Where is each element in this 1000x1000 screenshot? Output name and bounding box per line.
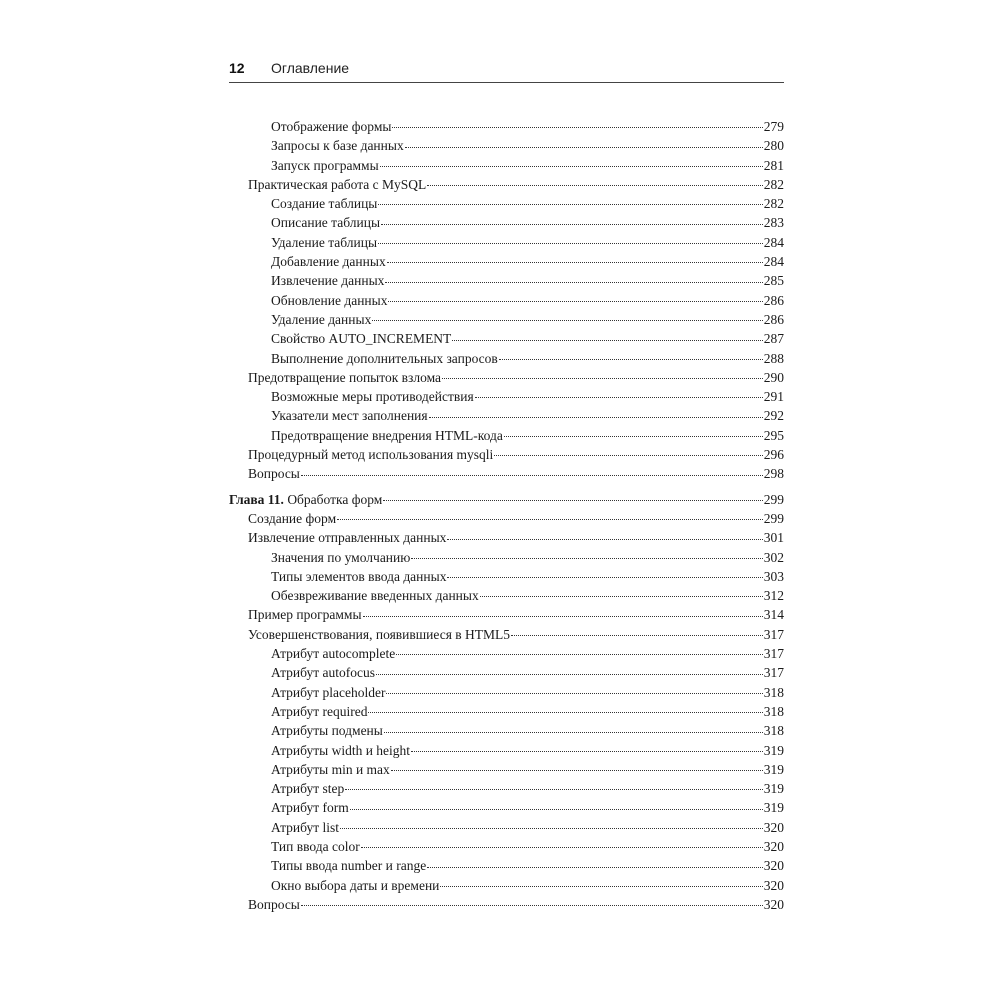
toc-entry [229, 760, 784, 779]
toc-entry-title-text: Атрибуты min и max [271, 761, 390, 777]
toc-entry [229, 605, 784, 624]
toc-entry-title-text: Запросы к базе данных [271, 138, 404, 154]
toc-entry-title-text: Усовершенствования, появившиеся в HTML5 [248, 626, 511, 642]
toc-page-number: 282 [763, 196, 784, 212]
toc-page-number: 295 [763, 427, 784, 443]
toc-entry [229, 779, 784, 798]
toc-entry [229, 194, 784, 213]
toc-entry-title-text: Удаление таблицы [271, 234, 378, 250]
toc-page-number: 282 [763, 176, 784, 192]
toc-entry-title-text: Типы ввода number и range [271, 858, 427, 874]
page-number: 12 [229, 60, 245, 76]
toc-entry-title-text: Атрибут step [271, 781, 345, 797]
toc-entry-title [248, 445, 493, 464]
dot-leader [301, 905, 763, 906]
toc-entry [229, 387, 784, 406]
toc-entry-title-text: Предотвращение попыток взлома [248, 369, 442, 385]
toc-page-number: 284 [763, 254, 784, 270]
dot-leader [378, 243, 763, 244]
page-header [229, 58, 784, 83]
toc-entry [229, 856, 784, 875]
toc-entry-title-text: Значения по умолчанию [271, 549, 411, 565]
toc-entry-title [271, 548, 410, 567]
toc-entry [229, 213, 784, 232]
toc-entry-title [271, 702, 367, 721]
toc-entry [229, 567, 784, 586]
toc-entry-title [271, 760, 390, 779]
dot-leader [447, 539, 762, 540]
toc-section [229, 490, 784, 915]
toc-entry [229, 741, 784, 760]
toc-entry [229, 586, 784, 605]
toc-entry-title-text: Атрибуты подмены [271, 723, 383, 739]
toc-entry [229, 426, 784, 445]
toc-entry-title [271, 586, 479, 605]
toc-entry-title [271, 117, 391, 136]
toc-page-number: 320 [763, 819, 784, 835]
toc-entry [229, 156, 784, 175]
toc-entry-title-text: Атрибут autofocus [271, 665, 375, 681]
toc-entry-title [271, 271, 384, 290]
toc-entry-title-text: Удаление данных [271, 311, 372, 327]
dot-leader [499, 359, 763, 360]
toc-entry-title [271, 876, 439, 895]
toc-page-number: 320 [763, 877, 784, 893]
toc-entry-title-text: Создание таблицы [271, 196, 378, 212]
toc-entry [229, 406, 784, 425]
toc-entry [229, 528, 784, 547]
toc-entry-title [248, 605, 362, 624]
toc-page-number: 319 [763, 761, 784, 777]
dot-leader [381, 224, 763, 225]
toc-page-number: 301 [763, 530, 784, 546]
toc-page-number: 320 [763, 858, 784, 874]
toc-entry-title [271, 213, 380, 232]
toc-entry [229, 271, 784, 290]
toc-entry-title [271, 252, 386, 271]
toc-entry-title-text: Свойство AUTO_INCREMENT [271, 331, 452, 347]
toc-entry-title [229, 490, 382, 509]
toc-entry-title-text: Атрибут list [271, 819, 340, 835]
toc-entry [229, 310, 784, 329]
dot-leader [392, 127, 762, 128]
dot-leader [427, 867, 763, 868]
dot-leader [345, 789, 763, 790]
toc-entry-title [271, 683, 385, 702]
toc-entry-title [271, 194, 377, 213]
table-of-contents [229, 117, 784, 914]
header-title: Оглавление [271, 60, 350, 76]
toc-entry [229, 349, 784, 368]
toc-page-number: 284 [763, 234, 784, 250]
toc-entry-title [248, 509, 336, 528]
dot-leader [384, 732, 763, 733]
toc-entry-title [271, 406, 428, 425]
toc-entry [229, 683, 784, 702]
toc-entry [229, 464, 784, 483]
toc-page-number: 287 [763, 331, 784, 347]
dot-leader [452, 340, 762, 341]
toc-page-number: 290 [763, 369, 784, 385]
toc-page-number: 319 [763, 800, 784, 816]
dot-leader [376, 674, 763, 675]
toc-entry [229, 798, 784, 817]
toc-page-number: 317 [763, 665, 784, 681]
toc-page-number: 291 [763, 389, 784, 405]
toc-entry-title-text: Указатели мест заполнения [271, 408, 428, 424]
dot-leader [386, 693, 762, 694]
toc-entry-title-text: Обработка форм [287, 491, 383, 507]
toc-entry [229, 702, 784, 721]
dot-leader [494, 455, 762, 456]
toc-entry [229, 252, 784, 271]
toc-entry [229, 509, 784, 528]
dot-leader [440, 886, 762, 887]
toc-entry-title [271, 233, 377, 252]
dot-leader [380, 166, 763, 167]
toc-entry-title-text: Выполнение дополнительных запросов [271, 350, 498, 366]
toc-entry [229, 291, 784, 310]
toc-entry-title [271, 663, 375, 682]
toc-entry [229, 445, 784, 464]
toc-entry [229, 876, 784, 895]
dot-leader [363, 616, 763, 617]
toc-page-number: 314 [763, 607, 784, 623]
toc-entry [229, 721, 784, 740]
toc-entry-title-text: Извлечение отправленных данных [248, 530, 447, 546]
toc-page-number: 312 [763, 588, 784, 604]
toc-entry [229, 329, 784, 348]
toc-entry-title-text: Извлечение данных [271, 273, 385, 289]
toc-entry-title-text: Процедурный метод использования mysqli [248, 447, 494, 463]
toc-entry-title [271, 837, 360, 856]
toc-entry-title-text: Практическая работа с MySQL [248, 176, 427, 192]
toc-entry-title [248, 175, 426, 194]
toc-entry-title [271, 156, 379, 175]
dot-leader [442, 378, 763, 379]
toc-entry-title [271, 136, 404, 155]
toc-page-number: 302 [763, 549, 784, 565]
toc-entry-title [271, 349, 498, 368]
toc-entry [229, 136, 784, 155]
dot-leader [301, 475, 763, 476]
dot-leader [361, 847, 763, 848]
dot-leader [447, 577, 762, 578]
toc-page-number: 298 [763, 466, 784, 482]
dot-leader [411, 558, 762, 559]
dot-leader [480, 596, 763, 597]
toc-entry-title-text: Типы элементов ввода данных [271, 568, 447, 584]
toc-entry-title [248, 895, 300, 914]
toc-section [229, 117, 784, 484]
toc-entry [229, 644, 784, 663]
toc-page-number: 318 [763, 684, 784, 700]
toc-entry-title-text: Пример программы [248, 607, 362, 623]
toc-entry-title [271, 387, 474, 406]
toc-entry-title [271, 310, 371, 329]
toc-page-number: 299 [763, 491, 784, 507]
toc-page-number: 320 [763, 838, 784, 854]
toc-entry [229, 117, 784, 136]
toc-entry-title [271, 329, 451, 348]
dot-leader [429, 417, 763, 418]
dot-leader [511, 635, 763, 636]
toc-entry-title-text: Вопросы [248, 896, 300, 912]
dot-leader [396, 654, 763, 655]
toc-entry-title [271, 798, 349, 817]
toc-entry [229, 837, 784, 856]
toc-entry-title-text: Атрибуты width и height [271, 742, 411, 758]
toc-entry-title [271, 426, 503, 445]
toc-entry-title [271, 567, 446, 586]
toc-entry-title [271, 721, 383, 740]
toc-page-number: 283 [763, 215, 784, 231]
dot-leader [411, 751, 763, 752]
toc-page-number: 317 [763, 646, 784, 662]
toc-entry-title [248, 625, 510, 644]
toc-entry [229, 818, 784, 837]
dot-leader [405, 147, 763, 148]
toc-page-number: 280 [763, 138, 784, 154]
toc-page-number: 292 [763, 408, 784, 424]
toc-page-number: 318 [763, 723, 784, 739]
toc-entry-title-text: Обезвреживание введенных данных [271, 588, 479, 604]
toc-entry-title-text: Возможные меры противодействия [271, 389, 474, 405]
toc-entry-title [271, 291, 387, 310]
toc-entry [229, 175, 784, 194]
toc-page-number: 286 [763, 311, 784, 327]
toc-entry-title [271, 856, 426, 875]
dot-leader [372, 320, 762, 321]
toc-entry-title [248, 368, 441, 387]
toc-entry-title-text: Окно выбора даты и времени [271, 877, 440, 893]
toc-entry [229, 895, 784, 914]
toc-entry-title-text: Запуск программы [271, 157, 379, 173]
chapter-prefix: Глава 11. [229, 491, 284, 507]
toc-page-number: 288 [763, 350, 784, 366]
toc-page-number: 303 [763, 568, 784, 584]
toc-entry-title [271, 818, 339, 837]
dot-leader [383, 500, 762, 501]
toc-entry-title-text: Вопросы [248, 466, 300, 482]
toc-page-number: 319 [763, 742, 784, 758]
dot-leader [504, 436, 763, 437]
toc-page-number: 281 [763, 157, 784, 173]
toc-entry-title-text: Добавление данных [271, 254, 386, 270]
toc-entry-title [248, 528, 446, 547]
toc-entry-title-text: Атрибут placeholder [271, 684, 386, 700]
toc-page-number: 286 [763, 292, 784, 308]
dot-leader [391, 770, 763, 771]
toc-entry-title [271, 644, 395, 663]
toc-entry-title-text: Тип ввода color [271, 838, 360, 854]
toc-chapter-entry [229, 490, 784, 509]
toc-entry [229, 663, 784, 682]
dot-leader [387, 262, 763, 263]
toc-entry-title-text: Атрибут form [271, 800, 349, 816]
toc-page-number: 296 [763, 447, 784, 463]
dot-leader [427, 185, 762, 186]
dot-leader [340, 828, 763, 829]
toc-page-number: 299 [763, 510, 784, 526]
toc-entry-title-text: Предотвращение внедрения HTML-кода [271, 427, 503, 443]
toc-entry-title [271, 741, 410, 760]
dot-leader [475, 397, 763, 398]
dot-leader [385, 282, 762, 283]
toc-entry-title-text: Атрибут autocomplete [271, 646, 396, 662]
toc-page-number: 319 [763, 781, 784, 797]
toc-entry-title [248, 464, 300, 483]
toc-page-number: 318 [763, 703, 784, 719]
dot-leader [368, 712, 762, 713]
toc-entry [229, 233, 784, 252]
toc-entry-title-text: Описание таблицы [271, 215, 381, 231]
dot-leader [337, 519, 763, 520]
toc-entry-title-text: Обновление данных [271, 292, 388, 308]
dot-leader [378, 204, 762, 205]
dot-leader [388, 301, 762, 302]
toc-entry [229, 625, 784, 644]
dot-leader [350, 809, 763, 810]
toc-entry-title-text: Атрибут required [271, 703, 368, 719]
toc-page-number: 285 [763, 273, 784, 289]
toc-page-number: 279 [763, 119, 784, 134]
toc-entry [229, 368, 784, 387]
toc-entry-title [271, 779, 344, 798]
toc-entry-title-text: Создание форм [248, 510, 337, 526]
toc-page-number: 320 [763, 896, 784, 912]
toc-entry-title-text: Отображение формы [271, 119, 392, 134]
toc-page-number: 317 [763, 626, 784, 642]
toc-entry [229, 548, 784, 567]
